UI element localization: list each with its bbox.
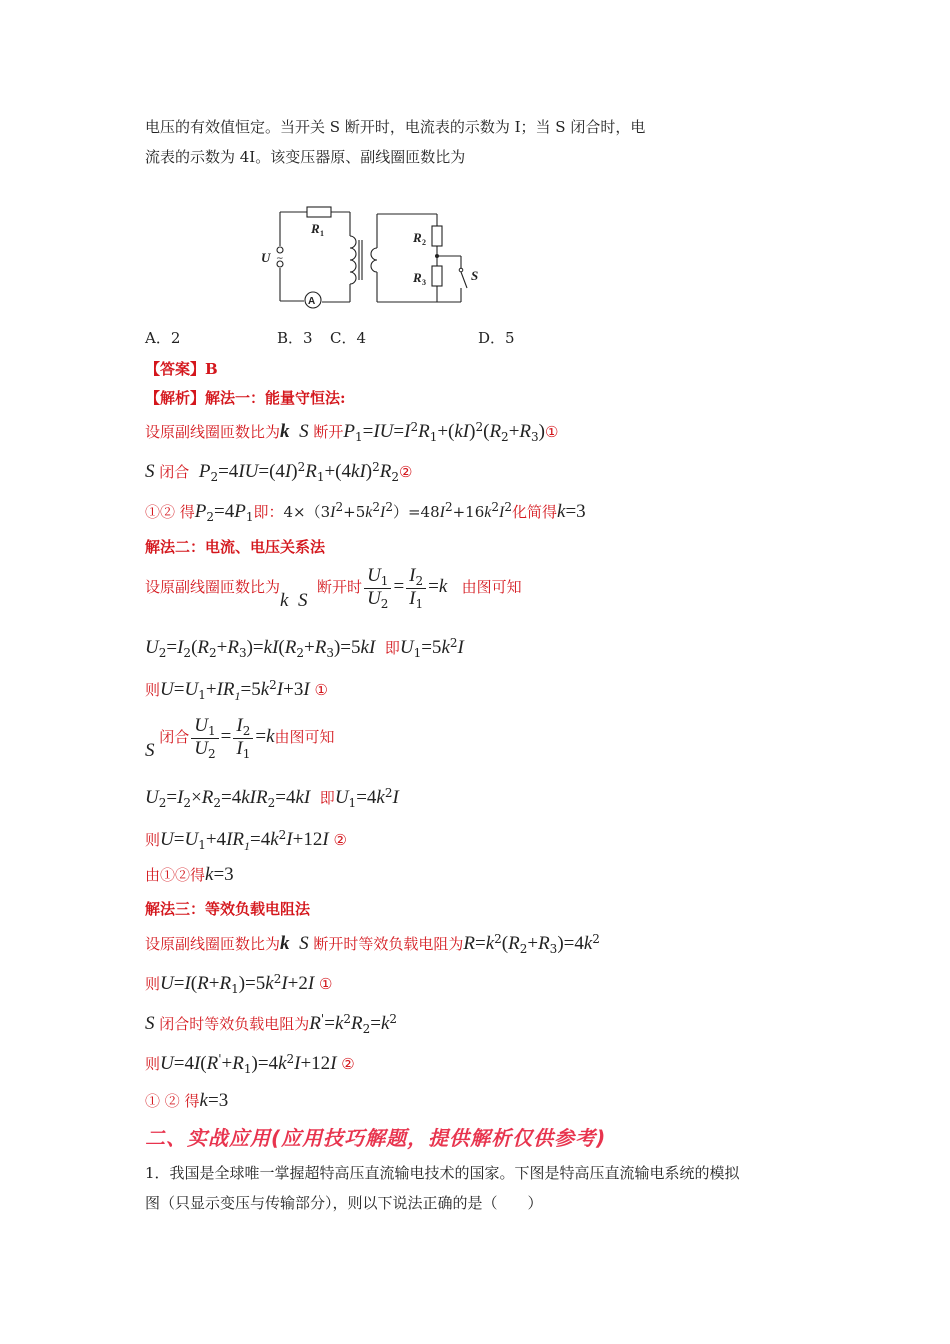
method3-line2: 则$U=I(R+R_1)=5k^2I+2I$ ① [145, 972, 333, 996]
option-a: A．2 [145, 329, 181, 347]
question-text-line-2: 流表的示数为 4I。该变压器原、副线圈匝数比为 [145, 148, 466, 166]
resistor-r1 [307, 207, 331, 217]
method3-line3: S 闭合时等效负载电阻为$R'=k^2R_2=k^2$ [145, 1012, 398, 1036]
resistor-r3 [432, 266, 442, 286]
method3-line5: ① ② 得k=3 [145, 1090, 229, 1111]
label-r2-sub: 2 [422, 238, 426, 247]
label-s: S [471, 268, 479, 283]
method1-title: 【解析】解法一：能量守恒法: [145, 389, 346, 407]
label-u: U [261, 250, 271, 265]
method1-line2: S 闭合 $P_2=4IU=(4I)^2R_1+(4kI)^2R_2②$ [145, 460, 413, 484]
method3-line1: 设原副线圈匝数比为k S 断开时等效负载电阻为$R=k^2(R_2+R_3)=4k^2$ [145, 932, 600, 956]
switch-s [461, 272, 467, 288]
answer: 【答案】B [145, 360, 218, 378]
method2-title: 解法二：电流、电压关系法 [145, 538, 326, 556]
method3-line4: 则$U=4I(R'+R_1)=4k^2I+12I$ ② [145, 1052, 355, 1076]
method2-line5: $U_2=I_2\times R_2=4kIR_2=4kI$ 即$U_1=4k^2I$ [145, 786, 399, 810]
section-heading: 二、实战应用(应用技巧解题，提供解析仅供参考) [145, 1126, 607, 1150]
ammeter-label: A [308, 296, 316, 307]
method2-line6: 则$U=U_1+4IR_1=4k^2I+12I$ ② [145, 828, 347, 853]
label-r2: R [413, 230, 422, 245]
resistor-r2 [432, 226, 442, 246]
secondary-coil [371, 248, 377, 272]
question1-line2: 图（只显示变压与传输部分），则以下说法正确的是（ ） [145, 1194, 543, 1212]
option-d: D．5 [478, 329, 515, 347]
method1-line3: ①② 得$P_2=4P_1$即：$4\times(3I^2+5k^2I^2)=48I^2+16k^2I^2$化简得k=3 [145, 500, 586, 524]
label-r3-sub: 3 [422, 278, 426, 287]
option-c: C．4 [330, 329, 367, 347]
option-b: B．3 [277, 329, 313, 347]
label-r3: R [413, 270, 422, 285]
method2-line1: 设原副线圈匝数比为k S 断开时 $\frac{U_1}{U_2}$ = $\frac{I_2}{I_1}$ =k 由图可知 [145, 565, 522, 612]
circuit-diagram [255, 200, 495, 310]
method2-line7: 由①②得k=3 [145, 864, 234, 885]
ac-symbol: ~ [276, 254, 284, 264]
label-r1-sub: 1 [320, 229, 324, 238]
question1-line1: 1．我国是全球唯一掌握超特高压直流输电技术的国家。下图是特高压直流输电系统的模拟 [145, 1164, 740, 1182]
method3-title: 解法三：等效负载电阻法 [145, 900, 311, 918]
method2-line2: $U_2=I_2(R_2+R_3)=kI(R_2+R_3)=5kI$ 即$U_1=5k^2I$ [145, 636, 464, 660]
method2-line3: 则$U=U_1+IR_1=5k^2I+3I$ ① [145, 678, 328, 703]
method1-line1: 设原副线圈匝数比为k S 断开$P_1=IU=I^2R_1+(kI)^2(R_2+R_3)①$ [145, 420, 559, 444]
label-r1: R [311, 221, 320, 236]
method2-line4: S 闭合 $\frac{U_1}{U_2}$ = $\frac{I_2}{I_1}$ =k由图可知 [145, 715, 335, 762]
question-text-line-1: 电压的有效值恒定。当开关 S 断开时，电流表的示数为 I；当 S 闭合时，电 [145, 118, 646, 136]
primary-coil [350, 236, 356, 284]
